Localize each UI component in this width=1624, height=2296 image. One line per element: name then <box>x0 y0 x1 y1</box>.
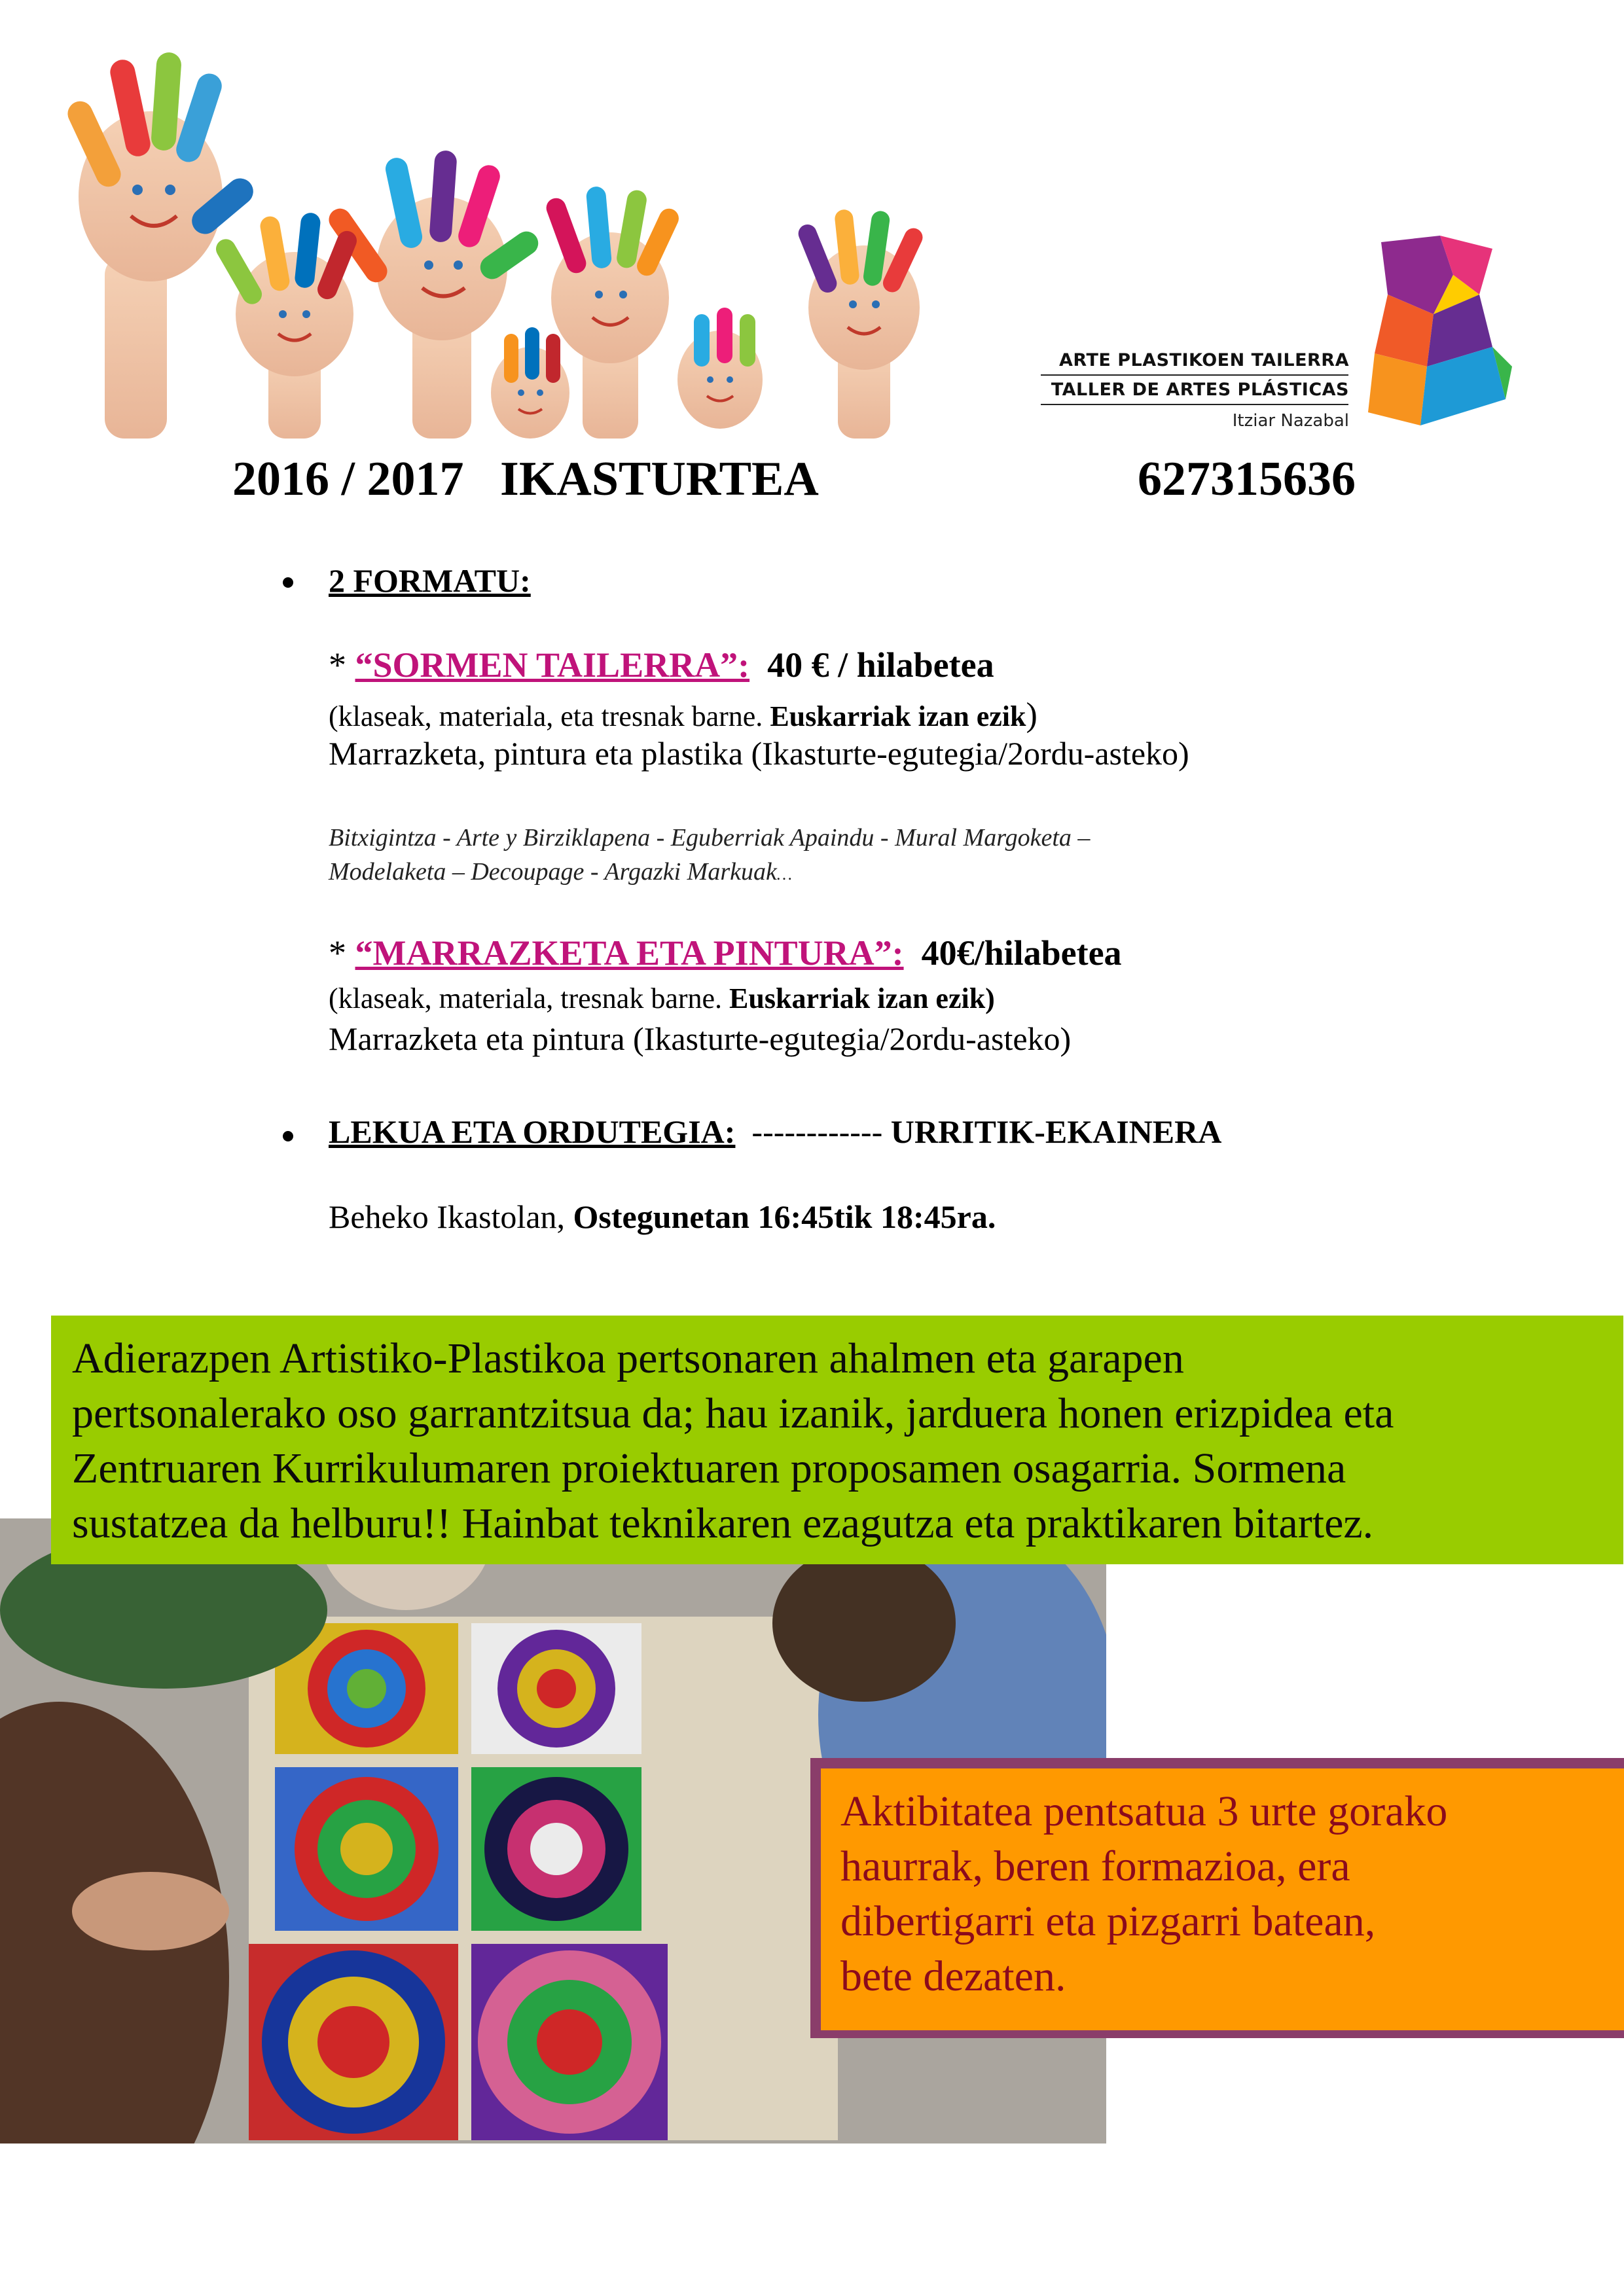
sormen-activity-list-ellipsis: … <box>776 865 792 884</box>
page-title: 2016 / 2017 IKASTURTEA <box>232 452 819 506</box>
description-box <box>51 1316 1623 1564</box>
location-time: Ostegunetan 16:45tik 18:45ra. <box>573 1198 996 1235</box>
marrazketa-note-bold: Euskarriak izan ezik) <box>729 982 995 1014</box>
bullet-point <box>283 577 293 588</box>
audience-box <box>821 1768 1624 2030</box>
logo-title-spanish: TALLER DE ARTES PLÁSTICAS <box>1051 380 1349 400</box>
marrazketa-heading <box>329 933 1122 973</box>
marrazketa-note <box>329 982 995 1015</box>
description-line: Adierazpen Artistiko-Plastikoa pertsonaren ahalmen eta garapen <box>72 1335 1184 1382</box>
logo-divider <box>1041 374 1348 376</box>
phone-number: 627315636 <box>1138 452 1356 506</box>
location-dashes: ------------ <box>735 1113 891 1150</box>
description-line: pertsonalerako oso garrantzitsua da; hau izanik, jarduera honen erizpidea eta <box>72 1390 1394 1437</box>
location-heading: LEKUA ETA ORDUTEGIA: <box>329 1113 736 1150</box>
sormen-note-text: (klaseak, materiala, eta tresnak barne. <box>329 700 770 732</box>
logo-divider <box>1041 404 1348 405</box>
sormen-heading <box>329 645 994 685</box>
audience-line: Aktibitatea pentsatua 3 urte gorako <box>840 1787 1448 1835</box>
artist-figure-logo-icon <box>1362 236 1512 432</box>
sormen-note-bold: Euskarriak izan ezik <box>770 700 1026 732</box>
location-heading-row <box>329 1113 1221 1151</box>
bullet-point <box>283 1131 293 1141</box>
description-line: sustatzea da helburu!! Hainbat teknikaren ezagutza eta praktikaren bitartez. <box>72 1499 1374 1547</box>
painted-hands-illustration <box>46 39 936 439</box>
sormen-note <box>329 696 1038 734</box>
sormen-star: * <box>329 645 355 685</box>
description-line: Zentruaren Kurrikulumaren proiektuaren proposamen osagarria. Sormena <box>72 1444 1346 1492</box>
sormen-description: Marrazketa, pintura eta plastika (Ikasturte-egutegia/2ordu-asteko) <box>329 735 1189 772</box>
sormen-price: 40 € / hilabetea <box>767 645 994 685</box>
marrazketa-note-text: (klaseak, materiala, tresnak barne. <box>329 982 730 1014</box>
audience-line: bete dezaten. <box>840 1952 1066 2000</box>
marrazketa-name: “MARRAZKETA ETA PINTURA”: <box>355 933 904 973</box>
logo-signature: Itziar Nazabal <box>1232 411 1349 431</box>
sormen-activity-list-line2 <box>329 857 792 886</box>
location-period: URRITIK-EKAINERA <box>890 1113 1222 1150</box>
marrazketa-description: Marrazketa eta pintura (Ikasturte-egutegia/2ordu-asteko) <box>329 1020 1072 1057</box>
sormen-activity-list-line1: Bitxigintza - Arte y Birziklapena - Eguberriak Apaindu - Mural Margoketa – <box>329 824 1091 852</box>
location-details <box>329 1198 996 1236</box>
location-place: Beheko Ikastolan, <box>329 1198 573 1235</box>
logo-title-basque: ARTE PLASTIKOEN TAILERRA <box>1058 350 1349 370</box>
marrazketa-star: * <box>329 933 355 973</box>
formats-heading: 2 FORMATU: <box>329 562 531 599</box>
audience-line: haurrak, beren formazioa, era <box>840 1842 1350 1890</box>
sormen-note-close: ) <box>1026 696 1038 734</box>
marrazketa-price: 40€/hilabetea <box>921 933 1122 973</box>
sormen-name: “SORMEN TAILERRA”: <box>355 645 750 685</box>
sormen-activity-list-text: Modelaketa – Decoupage - Argazki Markuak <box>329 858 777 886</box>
audience-line: dibertigarri eta pizgarri batean, <box>840 1897 1376 1945</box>
